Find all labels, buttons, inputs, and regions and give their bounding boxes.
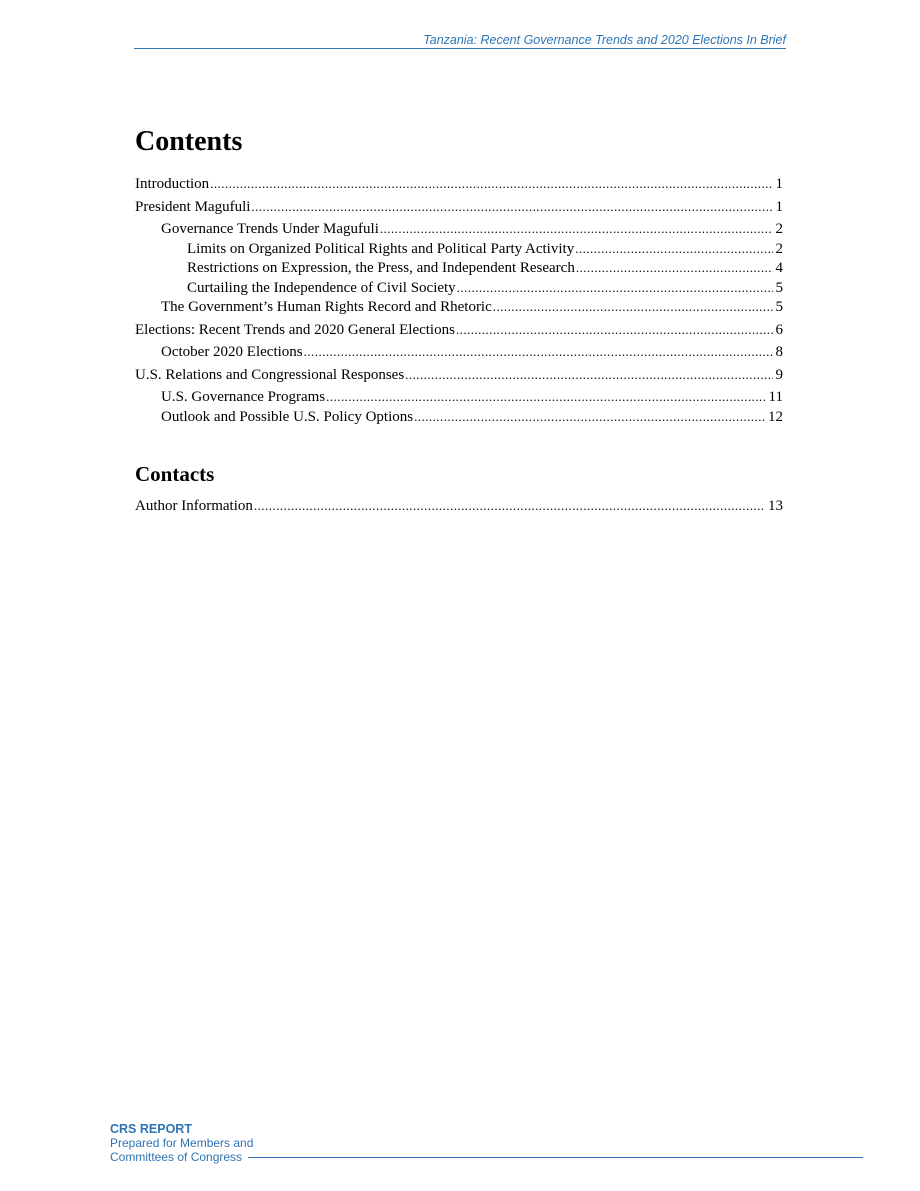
toc-entry-limits-political-rights[interactable] — [135, 239, 783, 259]
toc-dot-leader — [493, 297, 773, 317]
toc-dot-leader — [254, 496, 765, 516]
toc-entry-title: U.S. Governance Programs — [161, 388, 326, 407]
contents-heading: Contents — [135, 126, 243, 157]
toc-entry-introduction[interactable] — [135, 174, 783, 194]
toc-dot-leader — [405, 365, 772, 385]
toc-entry-human-rights-record[interactable] — [135, 297, 783, 317]
toc-entry-title: Author Information — [135, 497, 254, 516]
toc-dot-leader — [575, 239, 772, 259]
toc-entry-outlook-policy-options[interactable] — [135, 407, 783, 427]
contacts-list — [135, 496, 783, 516]
toc-entry-title: Elections: Recent Trends and 2020 General Elections — [135, 321, 456, 340]
toc-entry-page: 4 — [773, 259, 784, 278]
toc-entry-page: 9 — [773, 366, 784, 385]
toc-entry-title: President Magufuli — [135, 198, 251, 217]
toc-entry-page: 6 — [773, 321, 784, 340]
toc-dot-leader — [251, 197, 772, 217]
toc-entry-page: 2 — [773, 240, 784, 259]
contents-list — [135, 174, 783, 426]
toc-entry-title: Restrictions on Expression, the Press, and Independent Research — [187, 259, 576, 278]
toc-entry-title: U.S. Relations and Congressional Responses — [135, 366, 405, 385]
toc-entry-page: 8 — [773, 343, 784, 362]
toc-dot-leader — [380, 219, 773, 239]
toc-entry-restrictions-expression[interactable] — [135, 258, 783, 278]
toc-dot-leader — [414, 407, 765, 427]
toc-dot-leader — [304, 342, 773, 362]
toc-entry-title: Introduction — [135, 175, 210, 194]
toc-entry-title: Outlook and Possible U.S. Policy Options — [161, 408, 414, 427]
footer-brand-title: CRS REPORT — [110, 1122, 192, 1136]
toc-entry-october-2020-elections[interactable] — [135, 342, 783, 362]
toc-entry-page: 2 — [773, 220, 784, 239]
toc-dot-leader — [576, 258, 773, 278]
toc-dot-leader — [457, 278, 773, 298]
toc-dot-leader — [456, 320, 773, 340]
toc-entry-page: 11 — [766, 388, 783, 407]
toc-dot-leader — [210, 174, 772, 194]
footer-brand — [110, 1122, 253, 1164]
toc-entry-elections[interactable] — [135, 320, 783, 340]
contacts-heading: Contacts — [135, 462, 215, 486]
toc-entry-us-relations[interactable] — [135, 365, 783, 385]
toc-entry-title: October 2020 Elections — [161, 343, 304, 362]
running-header — [134, 32, 786, 49]
toc-entry-author-information[interactable] — [135, 496, 783, 516]
toc-entry-page: 5 — [773, 279, 784, 298]
toc-entry-page: 5 — [773, 298, 784, 317]
toc-entry-title: Curtailing the Independence of Civil Society — [187, 279, 457, 298]
toc-entry-us-governance-programs[interactable] — [135, 387, 783, 407]
toc-entry-civil-society[interactable] — [135, 278, 783, 298]
footer-line-2: Committees of Congress — [110, 1150, 243, 1164]
toc-entry-president-magufuli[interactable] — [135, 197, 783, 217]
footer-rule — [248, 1157, 863, 1158]
toc-entry-title: Governance Trends Under Magufuli — [161, 220, 380, 239]
toc-entry-page: 1 — [773, 175, 784, 194]
toc-entry-page: 12 — [765, 408, 783, 427]
toc-entry-governance-trends[interactable] — [135, 219, 783, 239]
footer-line-1: Prepared for Members and — [110, 1136, 254, 1150]
toc-entry-title: The Government’s Human Rights Record and Rhetoric — [161, 298, 493, 317]
toc-dot-leader — [326, 387, 765, 407]
running-title: Tanzania: Recent Governance Trends and 2020 Elections In Brief — [423, 33, 786, 47]
toc-entry-page: 13 — [765, 497, 783, 516]
toc-entry-title: Limits on Organized Political Rights and Political Party Activity — [187, 240, 575, 259]
toc-entry-page: 1 — [773, 198, 784, 217]
